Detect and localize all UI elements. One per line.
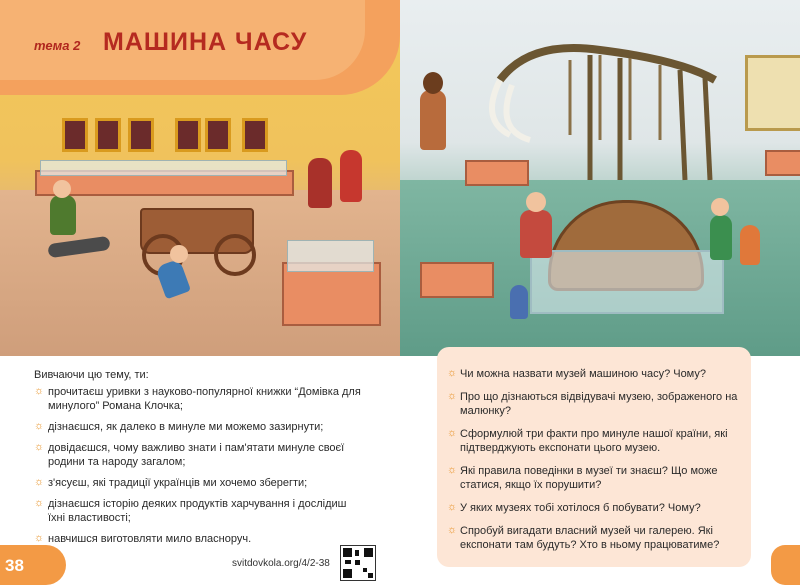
sun-icon: ☼ bbox=[34, 476, 45, 488]
list-item bbox=[34, 441, 364, 469]
qr-code-icon[interactable] bbox=[340, 545, 376, 581]
display-case bbox=[420, 262, 494, 298]
question-text: У яких музеях тобі хотілося б побувати? Чому? bbox=[460, 502, 701, 514]
visitor-head bbox=[526, 192, 546, 212]
portrait-frame bbox=[205, 118, 231, 152]
sun-icon: ☼ bbox=[447, 464, 458, 476]
list-item-text: довідаєшся, чому важливо знати і пам'ятати минуле своєї родини та народу загалом; bbox=[48, 442, 345, 468]
question-item bbox=[447, 427, 742, 455]
page-number: 38 bbox=[5, 556, 24, 575]
sun-icon: ☼ bbox=[447, 367, 458, 379]
list-item bbox=[34, 497, 364, 525]
display-case-glass bbox=[287, 240, 374, 272]
list-item bbox=[34, 532, 364, 546]
portrait-frame bbox=[62, 118, 88, 152]
questions-list bbox=[447, 367, 742, 561]
question-item bbox=[447, 367, 742, 381]
visitor-head bbox=[53, 180, 71, 198]
question-item bbox=[447, 524, 742, 552]
question-text: Про що дізнаються відвідувачі музею, зображеного на малюнку? bbox=[460, 391, 738, 417]
visitor-figure bbox=[510, 285, 528, 319]
sun-icon: ☼ bbox=[34, 441, 45, 453]
question-item bbox=[447, 501, 742, 515]
visitor-figure bbox=[740, 225, 760, 265]
list-item bbox=[34, 385, 364, 413]
sun-icon: ☼ bbox=[447, 427, 458, 439]
question-item bbox=[447, 390, 742, 418]
visitor-figure bbox=[520, 210, 552, 258]
list-item-text: навчишся виготовляти мило власноруч. bbox=[48, 533, 252, 545]
page-edge-tab bbox=[771, 545, 800, 585]
portrait-frame bbox=[128, 118, 154, 152]
list-item bbox=[34, 476, 364, 490]
display-case-glass bbox=[40, 160, 287, 176]
learning-goals-list bbox=[34, 385, 364, 553]
mannequin-costume bbox=[308, 158, 332, 208]
topic-label: тема 2 bbox=[34, 38, 81, 53]
caveman-head bbox=[423, 72, 443, 94]
display-case bbox=[765, 150, 800, 176]
list-item-text: дізнаєшся історію деяких продуктів харчування і дослідиш їхні властивості; bbox=[48, 498, 347, 524]
list-item bbox=[34, 420, 364, 434]
sun-icon: ☼ bbox=[34, 420, 45, 432]
sun-icon: ☼ bbox=[447, 390, 458, 402]
map-frame bbox=[745, 55, 800, 131]
list-item-text: прочитаєш уривки з науково-популярної книжки “Домівка для минулого” Романа Клочка; bbox=[48, 386, 361, 412]
cart-wheel bbox=[214, 234, 256, 276]
sun-icon: ☼ bbox=[447, 501, 458, 513]
running-boy-head bbox=[170, 245, 188, 263]
portrait-frame bbox=[95, 118, 121, 152]
visitor-figure bbox=[50, 195, 76, 235]
question-text: Які правила поведінки в музеї ти знаєш? Що може статися, якщо їх порушити? bbox=[460, 465, 718, 491]
glass-display bbox=[530, 250, 724, 314]
mannequin-costume bbox=[340, 150, 362, 202]
topic-title: МАШИНА ЧАСУ bbox=[103, 28, 308, 56]
visitor-figure bbox=[710, 215, 732, 260]
portrait-frame bbox=[175, 118, 201, 152]
intro-text: Вивчаючи цю тему, ти: bbox=[34, 369, 149, 381]
sun-icon: ☼ bbox=[34, 497, 45, 509]
question-text: Сформулюй три факти про минуле нашої країни, які підтверджують експонати цього музею. bbox=[460, 428, 728, 454]
list-item-text: дізнаєшся, як далеко в минуле ми можемо зазирнути; bbox=[48, 421, 324, 433]
sun-icon: ☼ bbox=[34, 385, 45, 397]
list-item-text: з'ясуєш, які традиції українців ми хочемо зберегти; bbox=[48, 477, 308, 489]
question-text: Чи можна назвати музей машиною часу? Чому? bbox=[460, 368, 706, 380]
resource-url[interactable]: svitdovkola.org/4/2-38 bbox=[232, 558, 330, 569]
sun-icon: ☼ bbox=[34, 532, 45, 544]
question-item bbox=[447, 464, 742, 492]
question-text: Спробуй вигадати власний музей чи галерею. Які експонати там будуть? Хто в ньому працюватиме? bbox=[460, 525, 720, 551]
visitor-head bbox=[711, 198, 729, 216]
display-case bbox=[465, 160, 529, 186]
caveman-figure bbox=[420, 90, 446, 150]
sun-icon: ☼ bbox=[447, 524, 458, 536]
portrait-frame bbox=[242, 118, 268, 152]
